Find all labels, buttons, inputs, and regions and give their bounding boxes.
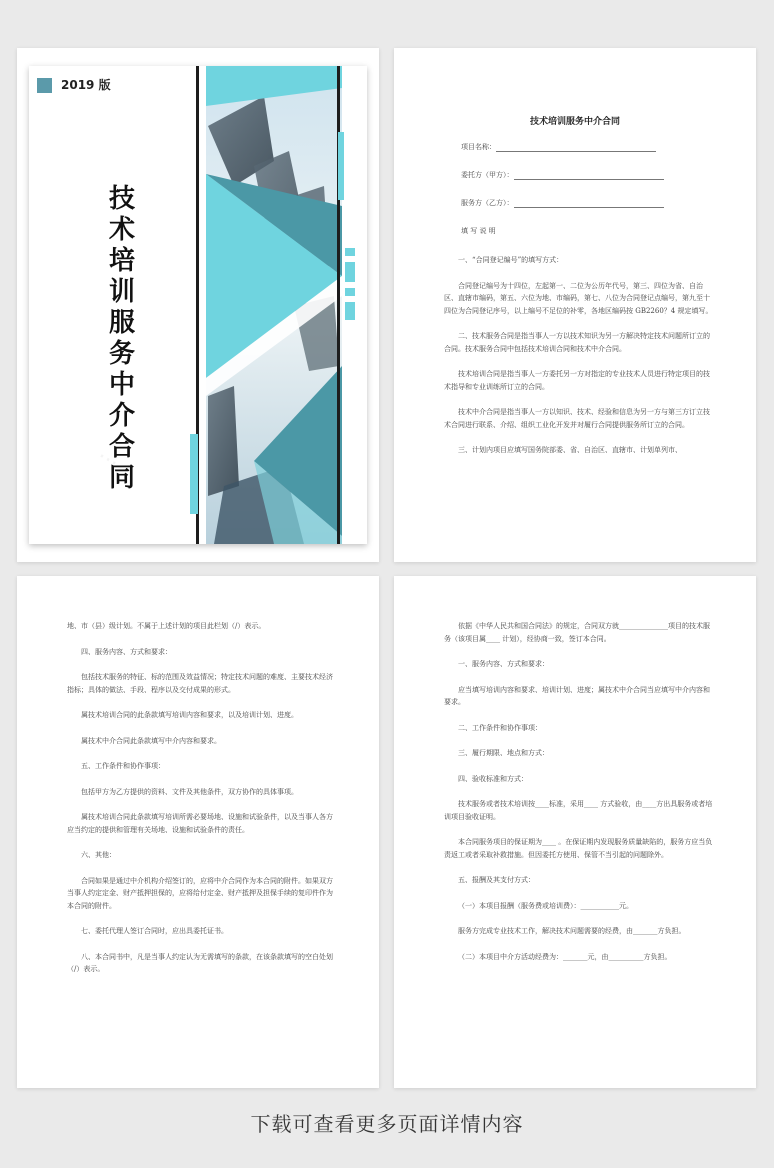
accent-bar: [345, 288, 355, 296]
instructions-body: [444, 254, 714, 470]
instructions-heading: 填 写 说 明: [461, 227, 496, 235]
cover-title: 技术培训服务中介合同: [108, 184, 135, 493]
field-line: [496, 143, 656, 152]
paragraph: 技术服务或者技术培训按____标准，采用____ 方式验收，由____方出具服务或者培训项目验收证明。: [444, 800, 713, 821]
paragraph: 地、市（县）级计划。不属于上述计划的项目此栏划（/）表示。: [67, 622, 266, 630]
paragraph: 五、工作条件和协作事项：: [81, 762, 165, 770]
paragraph: 属技术培训合同的此条款填写培训内容和要求，以及培训计划、进度。: [81, 711, 298, 719]
paragraph: 本合同服务项目的保证期为____ 。在保证期内发现服务质量缺陷的，服务方应当负责返工或者采取补救措施。但因委托方使用、保管不当引起的问题除外。: [444, 838, 713, 859]
accent-bar: [345, 302, 355, 320]
paragraph: 四、服务内容、方式和要求：: [81, 647, 172, 656]
page-instructions-continued: [17, 576, 379, 1088]
accent-bar: [345, 248, 355, 256]
field-line: [514, 171, 664, 180]
paragraph: 依据《中华人民共和国合同法》的规定，合同双方就______________项目的技术服务（该项目属____ 计划），经协商一致，签订本合同。: [444, 622, 710, 643]
contract-body: [444, 620, 714, 976]
page-instructions: [394, 48, 756, 562]
field-label: 服务方（乙方）：: [461, 199, 514, 207]
provider-field: [461, 198, 664, 208]
paragraph: （二）本项目中介方活动经费为：_______元，由__________方负担。: [458, 952, 672, 961]
paragraph: 一、“合同登记编号”的填写方式：: [458, 256, 564, 264]
paragraph: 七、委托代理人签订合同时，应出具委托证书。: [81, 927, 228, 935]
paragraph: 六、其他：: [81, 851, 116, 859]
paragraph: 五、报酬及其支付方式：: [458, 876, 535, 884]
paragraph: 合同如果是通过中介机构介绍签订的，应将中介合同作为本合同的附件。如果双方当事人约定定金、财产抵押担保的，应将给付定金、财产抵押及担保手续的复印件作为本合同的附件。: [67, 876, 333, 910]
paragraph: 包括技术服务的特征、标的范围及效益情况；特定技术问题的难度、主要技术经济指标；具体的做法、手段、程序以及交付成果的形式。: [67, 673, 333, 694]
paragraph: 四、验收标准和方式：: [458, 774, 528, 783]
instructions-body: [67, 620, 337, 989]
paragraph: 技术中介合同是指当事人一方以知识、技术、经验和信息为另一方与第三方订立技术合同进行联系、介绍、组织工业化开发并对履行合同提供服务所订立的合同。: [444, 408, 710, 429]
contract-title: 技术培训服务中介合同: [529, 117, 620, 127]
paragraph: 属技术中介合同此条款填写中介内容和要求。: [81, 736, 221, 745]
project-name-field: [461, 142, 656, 152]
paragraph: 服务方完成专业技术工作，解决技术问题需要的经费，由_______方负担。: [458, 927, 686, 935]
building-shape: [208, 386, 239, 496]
field-label: 委托方（甲方）：: [461, 171, 514, 179]
paragraph: 三、履行期限、地点和方式：: [458, 749, 549, 757]
field-label: 项目名称：: [461, 143, 496, 151]
cover-sheet: [29, 66, 367, 544]
accent-bar: [338, 132, 344, 200]
paragraph: 技术培训合同是指当事人一方委托另一方对指定的专业技术人员进行特定项目的技术指导和专业训练所订立的合同。: [444, 370, 710, 391]
paragraph: 三、计划内项目应填写国务院部委、省、自治区、直辖市、计划单列市、: [458, 446, 682, 454]
accent-bar: [190, 434, 198, 514]
edition-square-icon: [37, 78, 52, 93]
paragraph: 包括甲方为乙方提供的资料、文件及其他条件，双方协作的具体事项。: [81, 787, 298, 796]
paragraph: 一、服务内容、方式和要求：: [458, 660, 549, 668]
cover-artwork: [194, 66, 354, 544]
paragraph: 八、本合同书中，凡是当事人约定认为无需填写的条款，在该条款填写的空白处划（/）表示。: [67, 952, 333, 973]
paragraph: 应当填写培训内容和要求、培训计划、进度；属技术中介合同当应填写中介内容和要求。: [444, 685, 710, 706]
paragraph: 二、技术服务合同是指当事人一方以技术知识为另一方解决特定技术问题所订立的合同。技术服务合同中包括技术培训合同和技术中介合同。: [444, 332, 710, 353]
client-field: [461, 170, 664, 180]
paragraph: 合同登记编号为十四位，左起第一、二位为公历年代号，第三、四位为省、自治区、直辖市编码，第五、六位为地、市编码，第七、八位为合同登记点编号，第九至十四位为合同登记序号，以上编号不足位的补零，各地区编码按 GB2260？4 规定填写。: [444, 281, 713, 315]
paragraph: 二、工作条件和协作事项：: [458, 723, 542, 732]
field-line: [514, 199, 664, 208]
download-caption: 下载可查看更多页面详情内容: [250, 1112, 524, 1136]
paragraph: 属技术培训合同此条款填写培训所需必要场地、设施和试验条件，以及当事人各方应当约定的提供和管理有关场地、设施和试验条件的责任。: [67, 813, 333, 834]
cover-page: [17, 48, 379, 562]
edition-label: 2019 版: [61, 78, 111, 92]
page-contract-body: [394, 576, 756, 1088]
paragraph: （一）本项目报酬（服务费或培训费）：___________元。: [458, 901, 633, 910]
accent-bar: [345, 262, 355, 282]
